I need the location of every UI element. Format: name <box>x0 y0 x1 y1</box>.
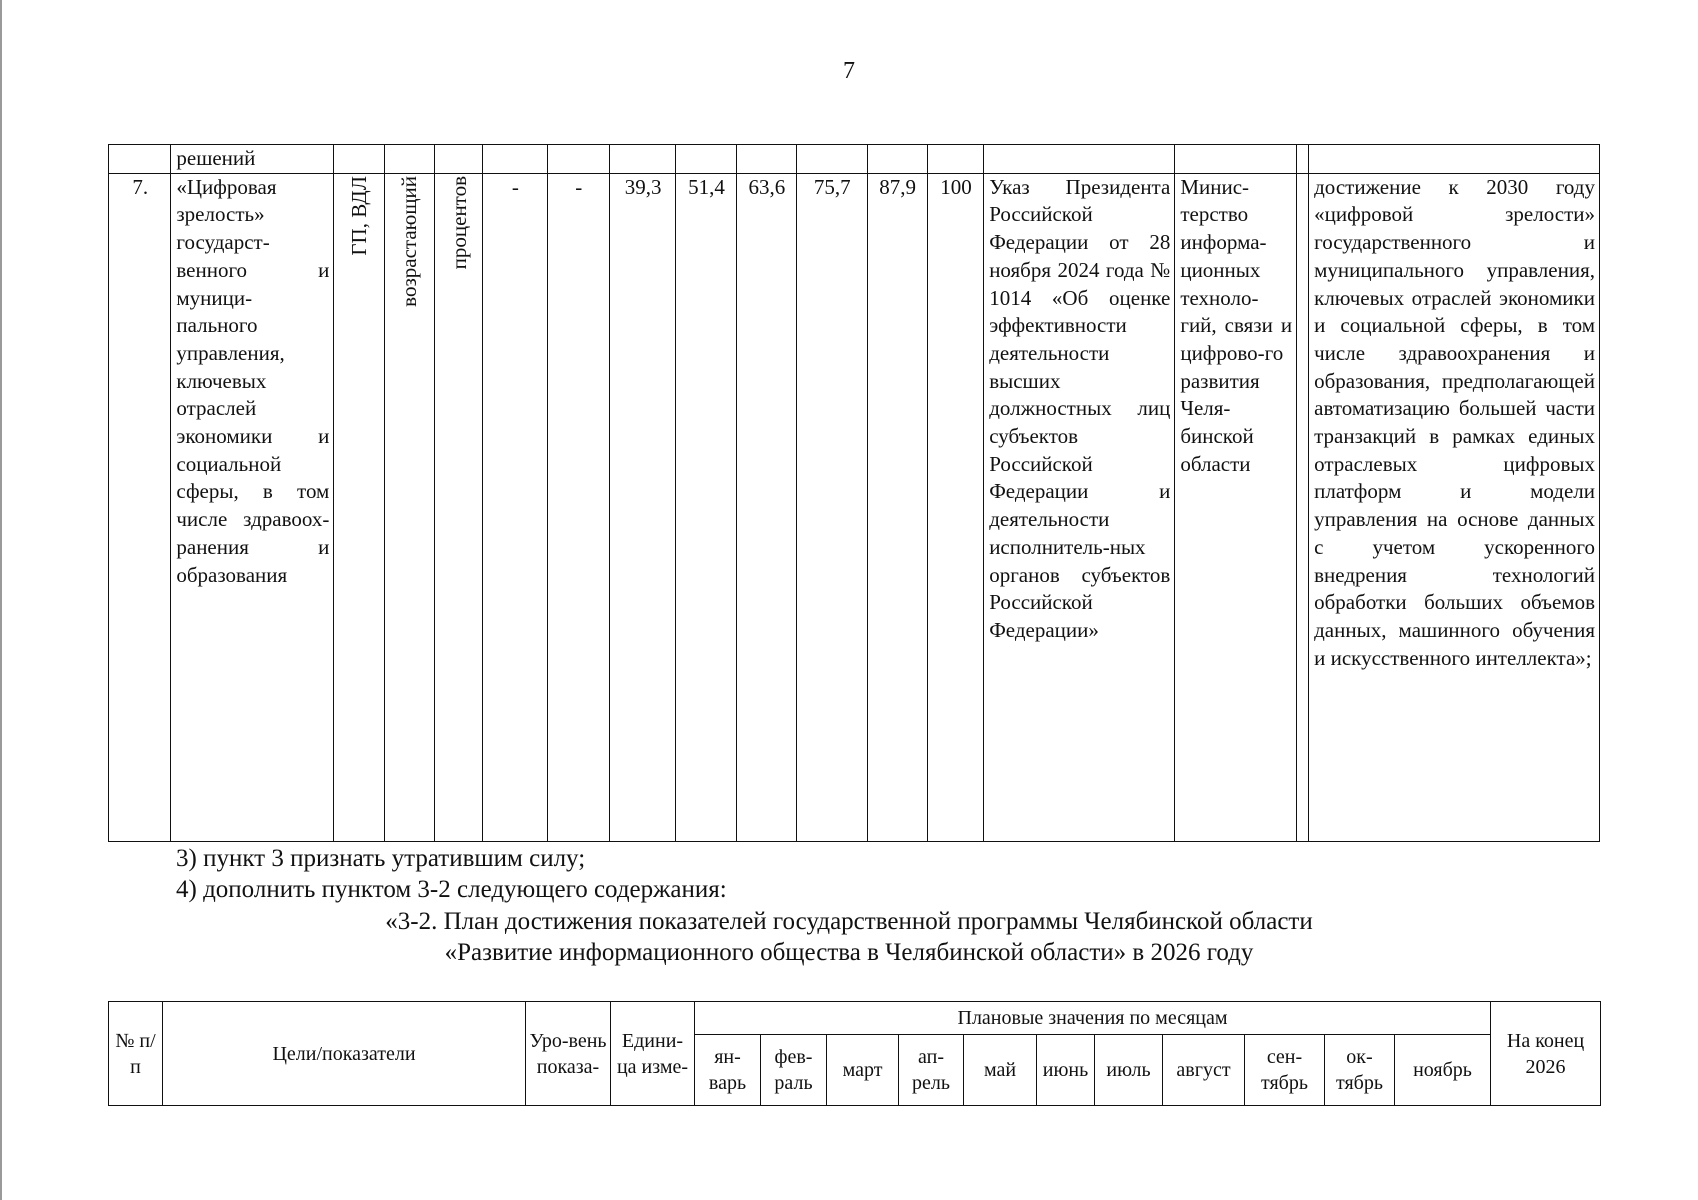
paragraph-item-4: 4) дополнить пунктом 3-2 следующего содержания: <box>176 876 727 903</box>
section-title-line-1: «3-2. План достижения показателей государственной программы Челябинской области <box>385 908 1313 935</box>
cell-value-2: - <box>547 173 609 841</box>
paragraph-item-3: 3) пункт 3 признать утратившим силу; <box>176 845 586 872</box>
cell-document: Указ Президента Российской Федерации от 28 ноября 2024 года № 1014 «Об оценке эффективности деятельности высших должностных лиц субъектов Российской Федерации и деятельности исполнитель-ных органов субъектов Российской Федерации» <box>984 173 1175 841</box>
monthly-plan-table <box>108 1001 1601 1106</box>
header-goals: Цели/показатели <box>163 1002 526 1106</box>
header-month: март <box>827 1035 899 1106</box>
header-month: фев-раль <box>761 1035 827 1106</box>
header-month: август <box>1163 1035 1245 1106</box>
page-edge <box>0 0 2 1200</box>
table-header-row <box>109 1002 1601 1035</box>
header-end-of-year: На конец 2026 <box>1491 1002 1601 1106</box>
page-number: 7 <box>843 58 855 84</box>
cell-goal: достижение к 2030 году «цифровой зрелости» государственного и муниципального управления, ключевых отраслей экономики и социальной сферы, в том числе здравоохранения и образования, предполагающей автоматизацию большей части транзакций в рамках единых отраслевых цифровых платформ и модели управления на основе данных с учетом ускоренного внедрения технологий обработки больших объемов данных, машинного обучения и искусственного интеллекта»; <box>1309 173 1600 841</box>
header-month: ноябрь <box>1395 1035 1491 1106</box>
header-month: ап-рель <box>899 1035 964 1106</box>
header-month: май <box>964 1035 1037 1106</box>
header-monthly-values: Плановые значения по месяцам <box>695 1002 1491 1035</box>
cell-row-number: 7. <box>109 173 171 841</box>
header-month: ок-тябрь <box>1325 1035 1395 1106</box>
cell-value-3: 39,3 <box>609 173 675 841</box>
cell-indicator-name: «Цифровая зрелость» государст-венного и муници-пального управления, ключевых отраслей экономики и социальной сферы, в том числе здравоох-ранения и образования <box>171 173 334 841</box>
cell-responsible: Минис-терство информа-ционных техноло-гий, связи и цифрово-го развития Челя-бинской области <box>1175 173 1297 841</box>
cell-value-8: 100 <box>927 173 983 841</box>
table-row <box>109 173 1600 841</box>
table-row <box>109 145 1600 174</box>
cell-value-7: 87,9 <box>867 173 927 841</box>
header-month: июль <box>1095 1035 1163 1106</box>
cell-name-continued: решений <box>171 145 334 174</box>
cell-level: ГП, ВДЛ <box>346 175 371 256</box>
cell-trend: возрастающий <box>397 175 422 307</box>
cell-blank <box>1297 173 1309 841</box>
indicator-table <box>108 144 1600 842</box>
header-level: Уро-вень показа- <box>526 1002 611 1106</box>
header-unit: Едини-ца изме- <box>611 1002 695 1106</box>
header-month: ян-варь <box>695 1035 761 1106</box>
cell-value-5: 63,6 <box>736 173 796 841</box>
section-title-line-2: «Развитие информационного общества в Челябинской области» в 2026 году <box>444 939 1254 966</box>
header-month: сен-тябрь <box>1245 1035 1325 1106</box>
cell-unit: процентов <box>446 175 471 270</box>
cell-value-1: - <box>483 173 547 841</box>
header-number: № п/п <box>109 1002 163 1106</box>
cell-value-6: 75,7 <box>797 173 867 841</box>
cell-value-4: 51,4 <box>676 173 736 841</box>
header-month: июнь <box>1037 1035 1095 1106</box>
